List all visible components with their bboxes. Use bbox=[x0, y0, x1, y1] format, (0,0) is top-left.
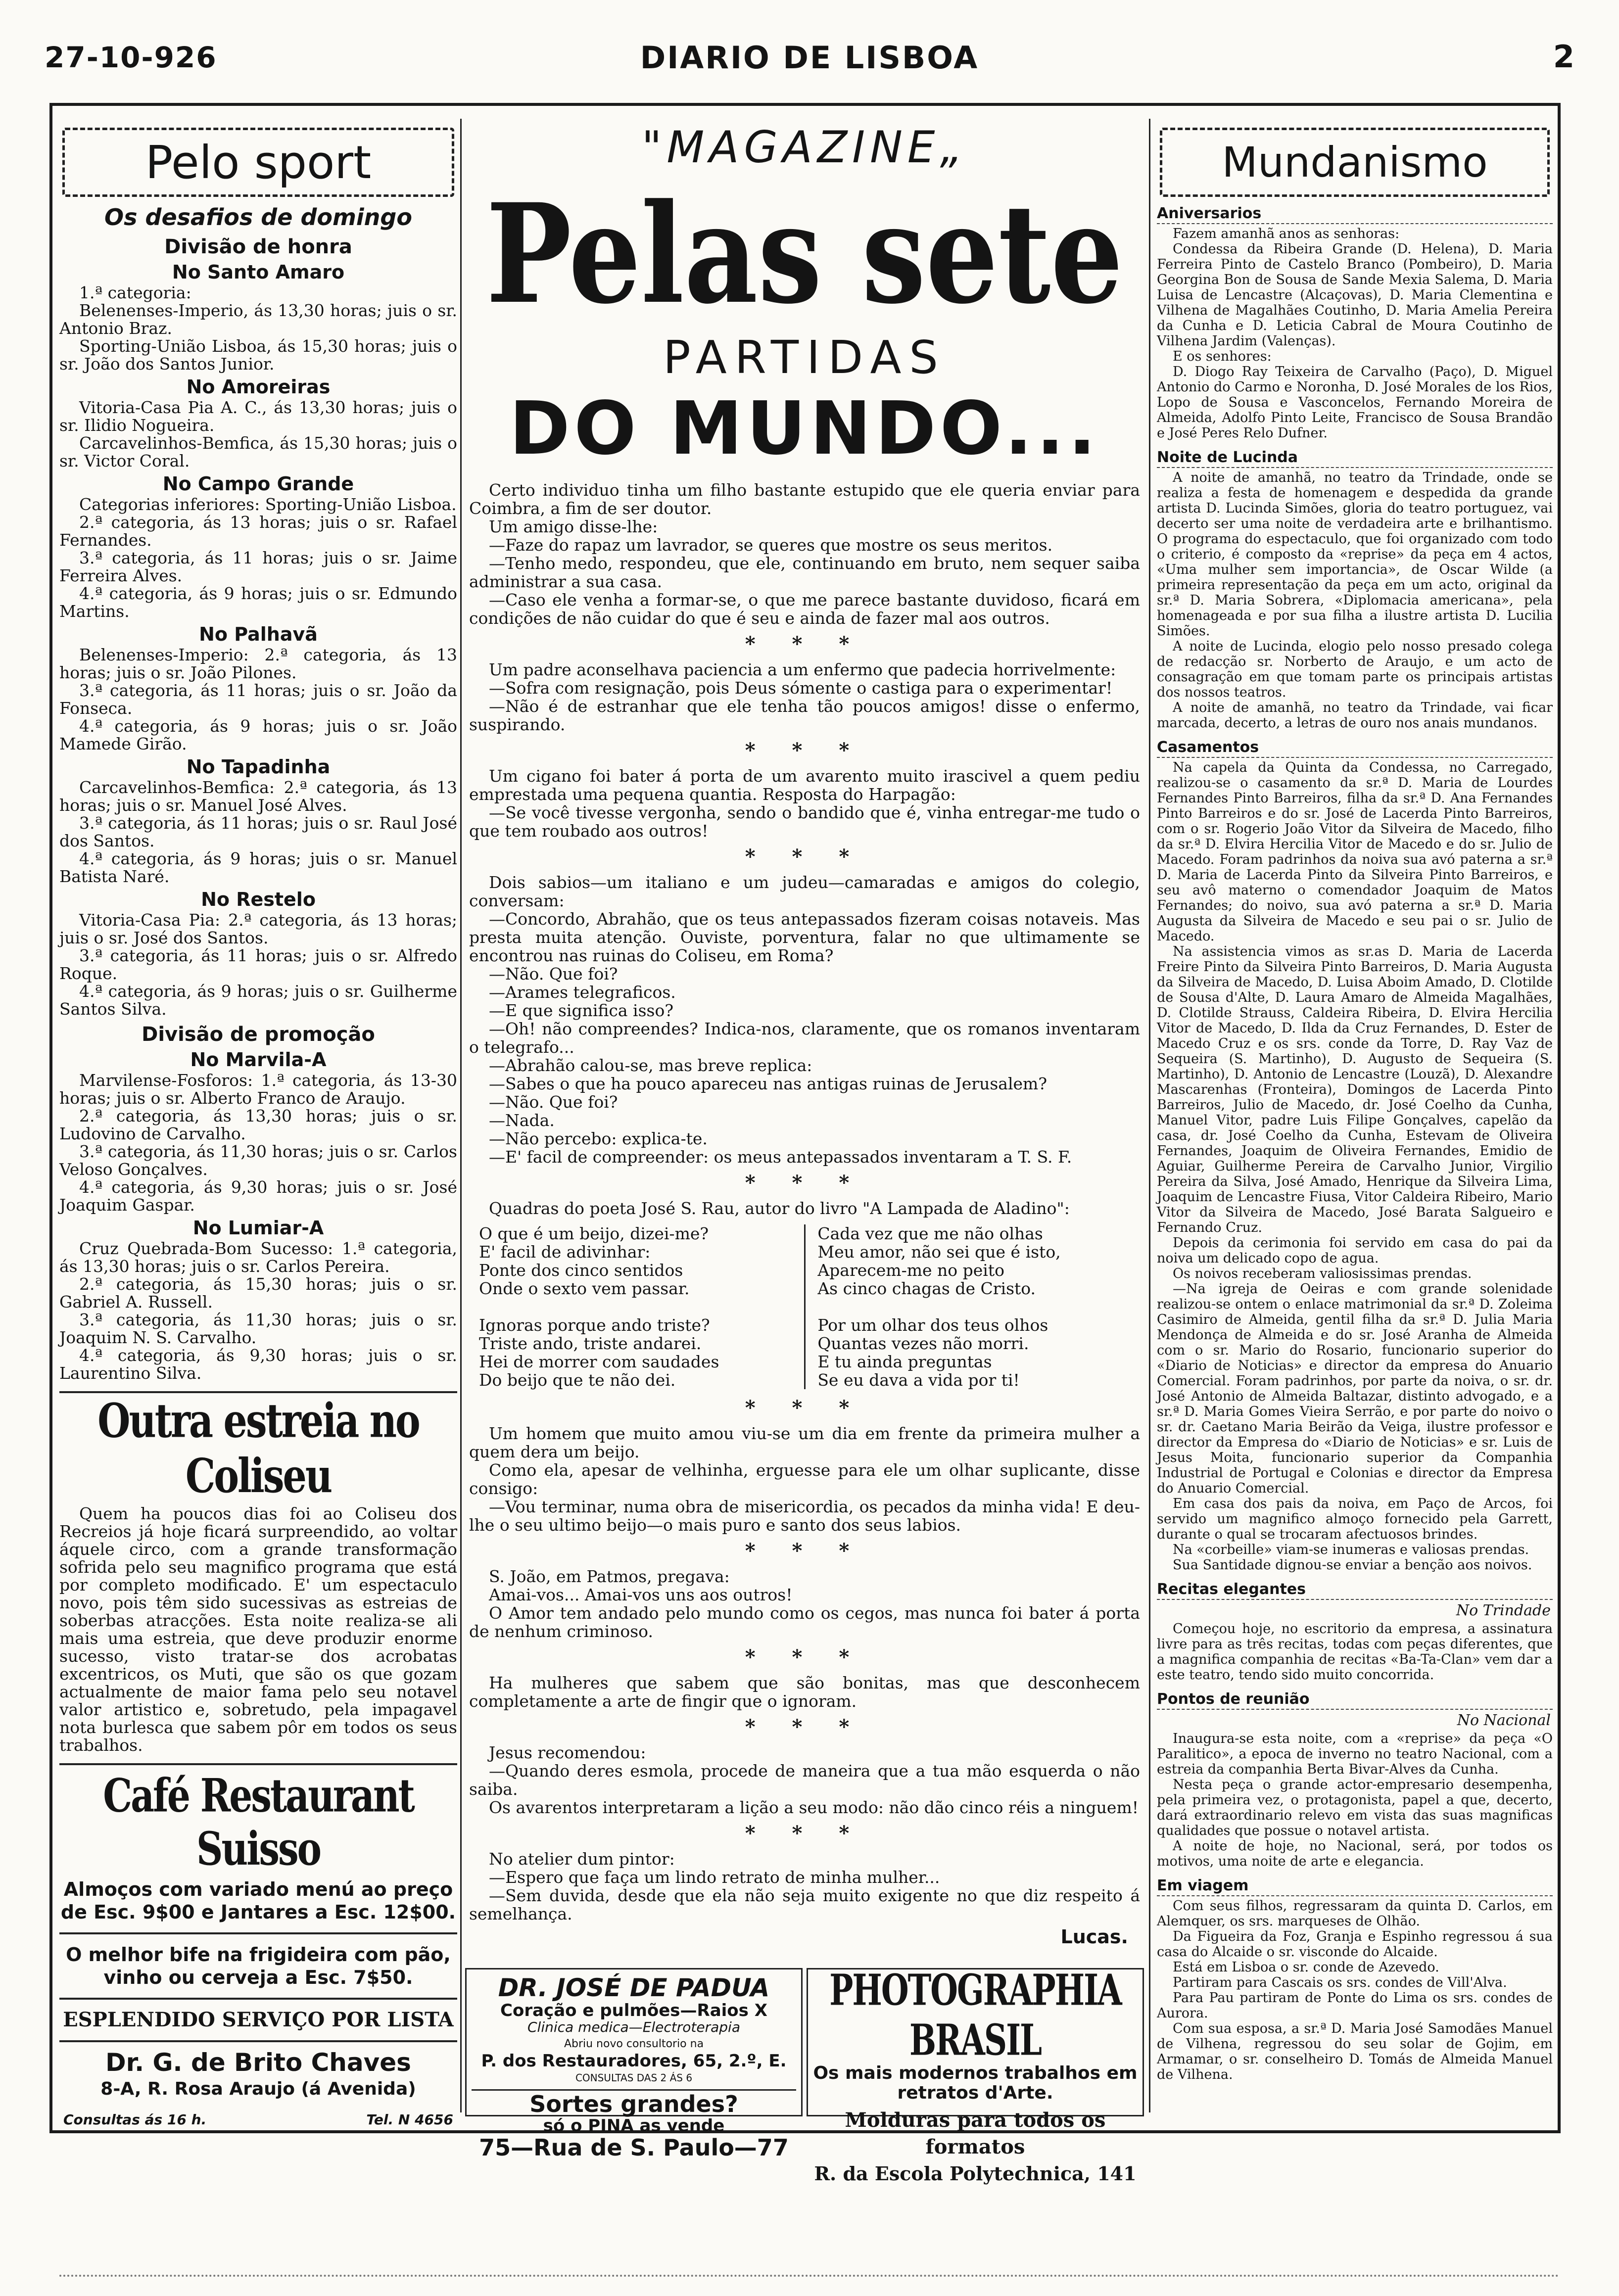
cafe-ad-title: Café Restaurant Suisso bbox=[103, 1769, 414, 1876]
poem-line: Por um olhar dos teus olhos bbox=[817, 1315, 1048, 1335]
section-separator: * * * bbox=[745, 632, 864, 656]
photo-ad-address: R. da Escola Polytechnica, 141 bbox=[814, 2162, 1137, 2185]
anecdote-paragraph: —E' facil de compreender: os meus antepassados inventaram a T. S. F. bbox=[489, 1147, 1072, 1167]
padua-ad-line: Clinica medica—Electroterapia bbox=[527, 2019, 740, 2035]
photo-ad bbox=[807, 1965, 1144, 2185]
poem-line: Se eu dava a vida por ti! bbox=[817, 1370, 1020, 1390]
section-separator: * * * bbox=[745, 1645, 864, 1669]
brito-ad-phone: Tel. N 4656 bbox=[366, 2111, 453, 2128]
poem-line: Ponte dos cinco sentidos bbox=[479, 1261, 683, 1280]
mundanismo-column bbox=[1157, 119, 1553, 2082]
fixture-line: Sporting-União Lisboa, ás 15,30 horas; juis o sr. João dos Santos Junior. bbox=[59, 336, 457, 374]
venue-title: No Amoreiras bbox=[186, 376, 331, 398]
anecdote-paragraph: Jesus recomendou: bbox=[489, 1743, 646, 1762]
section-subtitle: No Trindade bbox=[1456, 1602, 1551, 1619]
fixture-line: 4.ª categoria, ás 9,30 horas; juis o sr. Laurentino Silva. bbox=[59, 1346, 457, 1383]
poems bbox=[479, 1224, 1130, 1389]
poem-line bbox=[479, 1298, 792, 1316]
fixture-line: 3.ª categoria, ás 11 horas; juis o sr. Raul José dos Santos. bbox=[59, 813, 457, 850]
poem-line: As cinco chagas de Cristo. bbox=[817, 1279, 1036, 1298]
section-paragraph: A noite de amanhã, no teatro da Trindade, vai ficar marcada, decerto, a letras de ouro nos anais mundanos. bbox=[1157, 700, 1553, 731]
poem-line: Hei de morrer com saudades bbox=[479, 1352, 719, 1371]
brito-ad-address: 8-A, R. Rosa Araujo (á Avenida) bbox=[100, 2079, 416, 2099]
section-paragraph: Inaugura-se esta noite, com a «reprise» da peça «O Paralitico», a epoca de inverno no teatro Nacional, com a estreia da companhia Berta Bivar-Alves da Cunha. bbox=[1157, 1731, 1553, 1777]
newspaper-title: DIARIO DE LISBOA bbox=[640, 40, 979, 76]
divider bbox=[59, 1998, 457, 2000]
anecdote-paragraph: —Sem duvida, desde que ela não seja muito exigente no que diz respeito á semelhança. bbox=[469, 1886, 1140, 1923]
fixture-line: 3.ª categoria, ás 11 horas; juis o sr. Jaime Ferreira Alves. bbox=[59, 548, 457, 585]
padua-ad-name: DR. JOSÉ DE PADUA bbox=[498, 1973, 770, 2002]
venue-title: No Restelo bbox=[201, 889, 316, 910]
section-paragraph: Os noivos receberam valiosissimas prendas. bbox=[1173, 1266, 1472, 1281]
anecdote-paragraph: Dois sabios—um italiano e um judeu—camaradas e amigos do colegio, conversam: bbox=[469, 873, 1140, 910]
poem-line: Aparecem-me no peito bbox=[817, 1261, 1004, 1280]
ad-row bbox=[465, 1965, 1144, 2185]
section-paragraph: E os senhores: bbox=[1173, 349, 1272, 364]
fixture-line: 4.ª categoria, ás 9 horas; juis o sr. Edmundo Martins. bbox=[59, 584, 457, 621]
section-paragraph: Para Pau partiram de Ponte do Lima os srs. condes de Aurora. bbox=[1157, 1990, 1553, 2021]
fixture-line: 2.ª categoria, ás 13 horas; juis o sr. Rafael Fernandes. bbox=[59, 513, 457, 550]
poem-line bbox=[817, 1298, 1130, 1316]
poem-left bbox=[479, 1224, 792, 1389]
anecdote-paragraph: —Quando deres esmola, procede de maneira que a tua mão esquerda o não saiba. bbox=[469, 1761, 1140, 1799]
section-paragraph: Com sua esposa, a sr.ª D. Maria José Samodães Manuel de Vilhena, regressou do seu solar de Gojim, em Armamar, o sr. conselheiro D. Tomás de Almeida Manuel de Vilhena. bbox=[1157, 2021, 1553, 2082]
anecdote-paragraph: —Não percebo: explica-te. bbox=[489, 1129, 708, 1148]
section-paragraph: Com seus filhos, regressaram da quinta D. Carlos, em Alemquer, os srs. marqueses de Olhão. bbox=[1157, 1898, 1553, 1929]
poem-line: Cada vez que me não olhas bbox=[817, 1224, 1043, 1243]
fixture-line: Vitoria-Casa Pia A. C., ás 13,30 horas; juis o sr. Ilidio Nogueira. bbox=[59, 398, 457, 435]
cafe-ad-steak: O melhor bife na frigideira com pão, vinho ou cerveja a Esc. 7$50. bbox=[66, 1944, 451, 1988]
page-number: 2 bbox=[1553, 39, 1574, 75]
brito-ad-footer bbox=[59, 2105, 457, 2135]
fixture-line: 4.ª categoria, ás 9 horas; juis o sr. Guilherme Santos Silva. bbox=[59, 982, 457, 1019]
anecdote-paragraph: —Vou terminar, numa obra de misericordia, os pecados da minha vida! E deu-lhe o seu ultimo beijo—o mais puro e santo dos seus labios. bbox=[469, 1497, 1140, 1535]
section-separator: * * * bbox=[745, 1396, 864, 1419]
fixture-line: Carcavelinhos-Bemfica, ás 15,30 horas; juis o sr. Victor Coral. bbox=[59, 433, 457, 470]
masthead bbox=[40, 31, 1579, 85]
magazine-column bbox=[465, 119, 1144, 1951]
pina-ad-address: 75—Rua de S. Paulo—77 bbox=[479, 2134, 789, 2161]
section-title: Pontos de reunião bbox=[1157, 1690, 1553, 1710]
fixture-line: Carcavelinhos-Bemfica: 2.ª categoria, ás 13 horas; juis o sr. Manuel José Alves. bbox=[59, 778, 457, 815]
anecdote-paragraph: Certo individuo tinha um filho bastante estupido que ele queria enviar para Coimbra, a fim de ser doutor. bbox=[469, 480, 1140, 518]
section-subtitle: No Nacional bbox=[1457, 1712, 1551, 1729]
divider bbox=[59, 1932, 457, 1934]
venue-title: No Tapadinha bbox=[186, 756, 331, 778]
anecdote-paragraph: —Sabes o que ha pouco apareceu nas antigas ruinas de Jerusalem? bbox=[489, 1074, 1048, 1093]
section-paragraph: Começou hoje, no escritorio da empresa, a assinatura livre para as três recitas, todas com peças diferentes, que a magnifica companhia de recitas «Ba-Ta-Clan» vem dar a este teatro, tendo sido muito concorrida. bbox=[1157, 1621, 1553, 1683]
poem-divider bbox=[804, 1224, 806, 1389]
section-paragraph: —Na igreja de Oeiras e com grande solenidade realizou-se ontem o enlace matrimonial da sr.ª D. Zoleima Casimiro de Almeida, gentil filha da sr.ª D. Julia Maria Mendonça de Almeida e do sr. José Aranha de Almeida com o sr. Mario do Rosario, funcionario superior do «Diario de Noticias» e director da empresa do Anuario Comercial. Foram padrinhos, por parte da noiva, o sr. dr. José Antonio de Almeida Baltazar, distinto advogado, e a sr.ª D. Maria Gomes Vieira Serrão, e por parte do noivo o sr. dr. Caetano Maria Beirão da Veiga, ilustre professor e director da Empresa do «Diario de Noticias» e sr. Luis de Jesus Moita, funcionario superior da Companhia Industrial de Portugal e Colonias e director da Empresa do Anuario Comercial. bbox=[1157, 1281, 1553, 1496]
anecdote-paragraph: —Oh! não compreendes? Indica-nos, claramente, que os romanos inventaram o telegrafo... bbox=[469, 1019, 1140, 1057]
anecdote-paragraph: —Caso ele venha a formar-se, o que me parece bastante duvidoso, ficará em condições de não cuidar do que é seu e ainda de fazer mal aos outros. bbox=[469, 590, 1140, 628]
poem-line: Quantas vezes não morri. bbox=[817, 1334, 1029, 1353]
section-paragraph: Fazem amanhã anos as senhoras: bbox=[1173, 226, 1400, 241]
section-paragraph: Sua Santidade dignou-se enviar a benção aos noivos. bbox=[1173, 1557, 1532, 1573]
section-title: Em viagem bbox=[1157, 1877, 1553, 1896]
fixture-line: 4.ª categoria, ás 9,30 horas; juis o sr. José Joaquim Gaspar. bbox=[59, 1177, 457, 1215]
divider bbox=[59, 2040, 457, 2042]
anecdote-paragraph: Um padre aconselhava paciencia a um enfermo que padecia horrivelmente: bbox=[489, 660, 1116, 679]
section-paragraph: Na capela da Quinta da Condessa, no Carregado, realizou-se o casamento da sr.ª D. Maria de Lourdes Fernandes Pinto Barreiros, filha da sr.ª D. Ana Fernandes Pinto Barreiros e do sr. José de Lacerda Pinto Barreiros, com o sr. Rogerio João Vitor da Silveira de Macedo, filho da sr.ª D. Elvira Hercilia Vitor de Macedo e do sr. Julio de Macedo. Foram padrinhos da noiva sua avó paterna a sr.ª D. Maria de Lacerda Pinto da Silveira Pinto Barreiros, e seu avô materno o comendador Joaquim de Matos Fernandes; do noivo, sua avó paterna a sr.ª D. Maria Augusta da Silveira de Macedo e seu pai o sr. Julio de Macedo. bbox=[1157, 760, 1553, 944]
venue-title: No Palhavã bbox=[199, 623, 318, 645]
anecdote-paragraph: O Amor tem andado pelo mundo como os cegos, mas nunca foi bater á porta de nenhum criminoso. bbox=[469, 1603, 1140, 1641]
photo-ad-line: Os mais modernos trabalhos em retratos d'Arte. bbox=[813, 2063, 1138, 2103]
section-title: Aniversarios bbox=[1157, 205, 1553, 224]
section-paragraph: Nesta peça o grande actor-empresario desempenha, pela primeira vez, o protagonista, papel a que, decerto, dará extraordinario relevo em vista das suas magnificas qualidades que possue o notavel artista. bbox=[1157, 1777, 1553, 1838]
anecdote-paragraph: Ha mulheres que sabem que são bonitas, mas que desconhecem completamente a arte de fingir que o ignoram. bbox=[469, 1673, 1140, 1711]
section-paragraph: Em casa dos pais da noiva, em Paço de Arcos, foi servido um magnifico almoço fornecido pela Garrett, durante o qual se trocaram afectuosos brindes. bbox=[1157, 1496, 1553, 1542]
section-paragraph: Na assistencia vimos as sr.as D. Maria de Lacerda Freire Pinto da Silveira Pinto Barreiros, D. Maria Augusta da Silveira de Macedo, D. Luisa Aboim Amado, D. Clotilde de Sousa d'Alte, D. Laura Amaro de Almeida Magalhães, D. Clotilde Strauss, Caldeira Ribeira, D. Elvira Hercilia Vitor de Macedo, D. Ilda da Cruz Fernandes, D. Ester de Macedo Cruz e os srs. conde da Torre, D. Ray Vaz de Sequeira (S. Martinho), D. Augusto de Sequeira (S. Martinho), D. Antonio de Lencastre (Louzã), D. Alexandre Mascarenhas (Fronteira), Domingos de Lacerda Pinto Barreiros, Julio de Macedo, dr. José Coelho da Cunha, Manuel Vitor, padre Luis Filipe Gonçalves, capelão da casa, dr. José Coelho da Cunha, Estevam de Oliveira Fernandes, Joaquim de Oliveira Fernandes, Emidio de Aguiar, Guilherme Pereira de Carvalho Junior, Virgilio Pereira da Silva, José Amado, Henrique da Silveira Lima, Joaquim de Lencastre Fiusa, Vitor Caldeira Ribeiro, Mario Vitor da Silveira de Macedo, José Barata Salgueiro e Fernando Cruz. bbox=[1157, 944, 1553, 1235]
venue-title: No Lumiar-A bbox=[192, 1217, 324, 1239]
column-divider bbox=[460, 119, 462, 2112]
anecdote-paragraph: —E que significa isso? bbox=[489, 1001, 674, 1020]
section-paragraph: Da Figueira da Foz, Granja e Espinho regressou á sua casa do Alcaide o sr. visconde do Alcaide. bbox=[1157, 1929, 1553, 1960]
anecdote-paragraph: —Concordo, Abrahão, que os teus antepassados fizeram coisas notaveis. Mas presta muita atenção. Ouviste, porventura, falar no que ultimamente se encontrou nas ruinas do Coliseu, em Roma? bbox=[469, 909, 1140, 965]
author-signature: Lucas. bbox=[1060, 1926, 1128, 1948]
section-title: Noite de Lucinda bbox=[1157, 449, 1553, 468]
magazine-subtitle: PARTIDAS bbox=[663, 331, 946, 384]
fixture-line: Belenenses-Imperio: 2.ª categoria, ás 13 horas; juis o sr. João Pilones. bbox=[59, 645, 457, 682]
poem-right bbox=[817, 1224, 1130, 1389]
anecdote-paragraph: Um cigano foi bater á porta de um avarento muito irascivel a quem pediu emprestada uma pequena quantia. Resposta do Harpagão: bbox=[469, 766, 1140, 804]
section-paragraph: D. Diogo Ray Teixeira de Carvalho (Paço), D. Miguel Antonio do Carmo e Noronha, D. José Morales de los Rios, Lopo de Sousa e Vasconcelos, Fernando Moreira de Almeida, Adolfo Pinto Leite, Francisco de Sousa Brandão e José Peres Relo Dufner. bbox=[1157, 364, 1553, 441]
section-paragraph: A noite de Lucinda, elogio pelo nosso presado colega de redacção sr. Norberto de Araujo, e um acto de consagração em que tomam parte os principais artistas dos nossos teatros. bbox=[1157, 639, 1553, 700]
anecdote-paragraph: —Não. Que foi? bbox=[489, 1092, 618, 1112]
section-separator: * * * bbox=[745, 1171, 864, 1194]
anecdote-paragraph: Os avarentos interpretaram a lição a seu modo: não dão cinco réis a ninguem! bbox=[489, 1798, 1139, 1817]
poem-line: E tu ainda preguntas bbox=[817, 1352, 992, 1371]
poem-line: Onde o sexto vem passar. bbox=[479, 1279, 690, 1298]
coliseu-title: Outra estreia no Coliseu bbox=[97, 1393, 419, 1503]
poem-intro: Quadras do poeta José S. Rau, autor do livro "A Lampada de Aladino": bbox=[489, 1199, 1070, 1218]
mundanismo-header: Mundanismo bbox=[1160, 128, 1550, 197]
padua-ad-line: Coração e pulmões—Raios X bbox=[500, 2001, 767, 2020]
padua-ad-line: P. dos Restauradores, 65, 2.º, E. bbox=[481, 2051, 787, 2071]
section-paragraph: A noite de amanhã, no teatro da Trindade, onde se realiza a festa de homenagem e despedida da grande artista D. Lucinda Simões, gloria do teatro portuguez, vai decerto ser uma noite de verdadeira arte e brilhantismo. O programa do espectaculo, que foi organizado com todo o criterio, é composto da «reprise» da peça em 4 actos, «Uma mulher sem importancia», de Oscar Wilde (a primeira representação da peça em um acto, original da sr.ª D. Maria Sobrera, «Diplomacia americana», pela homenageada e por sua filha a ilustre artista D. Lucilia Simões. bbox=[1157, 470, 1553, 639]
photo-ad-name: PHOTOGRAPHIA BRASIL bbox=[829, 1965, 1121, 2066]
anecdote-paragraph: —Arames telegraficos. bbox=[489, 983, 676, 1002]
anecdote-paragraph: Como ela, apesar de velhinha, erguesse para ele um olhar suplicante, disse consigo: bbox=[469, 1460, 1140, 1498]
venue-title: No Marvila-A bbox=[190, 1049, 327, 1071]
section-separator: * * * bbox=[745, 739, 864, 762]
sport-section-title: Os desafios de domingo bbox=[104, 204, 412, 231]
column-divider bbox=[1149, 119, 1150, 2112]
poem-line: E' facil de adivinhar: bbox=[479, 1242, 651, 1262]
anecdote-paragraph: —Faze do rapaz um lavrador, se queres que mostre os seus meritos. bbox=[489, 535, 1053, 555]
fixture-line: Cruz Quebrada-Bom Sucesso: 1.ª categoria, ás 13,30 horas; juis o sr. Carlos Pereira. bbox=[59, 1239, 457, 1276]
pina-ad-headline: Sortes grandes? bbox=[472, 2089, 796, 2117]
section-paragraph: A noite de hoje, no Nacional, será, por todos os motivos, uma noite de arte e elegancia. bbox=[1157, 1838, 1553, 1869]
section-title: Casamentos bbox=[1157, 739, 1553, 758]
section-paragraph: Partiram para Cascais os srs. condes de Vill'Alva. bbox=[1173, 1975, 1507, 1990]
section-title: Recitas elegantes bbox=[1157, 1581, 1553, 1600]
photo-ad-line: Molduras para todos os formatos bbox=[845, 2109, 1106, 2158]
fixture-line: Vitoria-Casa Pia: 2.ª categoria, ás 13 horas; juis o sr. José dos Santos. bbox=[59, 910, 457, 947]
anecdote-paragraph: —Não é de estranhar que ele tenha tão poucos amigos! disse o enfermo, suspirando. bbox=[469, 697, 1140, 734]
fixture-line: Categorias inferiores: Sporting-União Lisboa. bbox=[79, 495, 457, 514]
issue-date: 27-10-926 bbox=[45, 41, 217, 74]
anecdote-paragraph: —Abrahão calou-se, mas breve replica: bbox=[489, 1056, 812, 1075]
divider bbox=[59, 1763, 457, 1765]
brito-ad-name: Dr. G. de Brito Chaves bbox=[105, 2048, 411, 2077]
division-title: Divisão de honra bbox=[164, 235, 352, 258]
padua-ad-line: CONSULTAS DAS 2 ÁS 6 bbox=[575, 2072, 693, 2084]
venue-title: No Campo Grande bbox=[162, 473, 354, 495]
sport-header: Pelo sport bbox=[62, 128, 454, 197]
section-separator: * * * bbox=[745, 1822, 864, 1845]
page-bottom-rule bbox=[59, 2275, 1560, 2279]
anecdote-paragraph: —Espero que faça um lindo retrato de minha mulher... bbox=[489, 1868, 940, 1887]
cafe-ad-service: ESPLENDIDO SERVIÇO POR LISTA bbox=[63, 2008, 454, 2031]
fixture-line: 4.ª categoria, ás 9 horas; juis o sr. Manuel Batista Naré. bbox=[59, 849, 457, 886]
cafe-ad-prices: Almoços com variado menú ao preço de Esc. 9$00 e Jantares a Esc. 12$00. bbox=[60, 1878, 456, 1923]
mundanismo-body bbox=[1157, 205, 1553, 2082]
anecdote-paragraph: Um amigo disse-lhe: bbox=[489, 517, 658, 536]
fixture-line: 3.ª categoria, ás 11,30 horas; juis o sr. Carlos Veloso Gonçalves. bbox=[59, 1142, 457, 1179]
fixture-line: Belenenses-Imperio, ás 13,30 horas; juis o sr. Antonio Braz. bbox=[59, 301, 457, 338]
anecdote-paragraph: —Tenho medo, respondeu, que ele, continuando em bruto, nem sequer saiba administrar a sua casa. bbox=[469, 554, 1140, 591]
division-title: Divisão de promoção bbox=[142, 1023, 375, 1046]
anecdote-paragraph: —Se você tivesse vergonha, sendo o bandido que é, vinha entregar-me tudo o que tem roubado aos outros! bbox=[469, 803, 1140, 841]
fixture-line: 4.ª categoria, ás 9 horas; juis o sr. João Mamede Girão. bbox=[59, 716, 457, 753]
anecdote-paragraph: —Sofra com resignação, pois Deus sómente o castiga para o experimentar! bbox=[489, 678, 1113, 698]
padua-ad bbox=[465, 1968, 803, 2161]
magazine-label: "MAGAZINE„ bbox=[641, 122, 968, 173]
magazine-title: Pelas sete bbox=[486, 174, 1123, 334]
fixture-line: 3.ª categoria, ás 11 horas; juis o sr. João da Fonseca. bbox=[59, 681, 457, 718]
section-paragraph: Na «corbeille» viam-se inumeras e valiosas prendas. bbox=[1173, 1542, 1529, 1557]
anecdote-paragraph: S. João, em Patmos, pregava: bbox=[489, 1567, 730, 1586]
anecdote-paragraph: Amai-vos... Amai-vos uns aos outros! bbox=[489, 1585, 793, 1604]
venue-title: No Santo Amaro bbox=[172, 261, 345, 283]
anecdote-paragraph: —Não. Que foi? bbox=[489, 964, 618, 984]
fixture-line: 1.ª categoria: bbox=[79, 283, 191, 302]
section-paragraph: Condessa da Ribeira Grande (D. Helena), D. Maria Ferreira Pinto de Castelo Branco (Pombeiro), D. Maria Georgina Bon de Sousa de Sande Mexia Salema, D. Maria Luisa de Lencastre (Alcaçovas), D. Maria Clementina e Vilhena de Magalhães Coutinho, D. Maria Amelia Pereira da Cunha e D. Leticia Cabral de Moura Coutinho de Vilhena Jardim (Valenças). bbox=[1157, 241, 1553, 349]
poem-line: Do beijo que te não dei. bbox=[479, 1370, 676, 1390]
poem-line: Triste ando, triste andarei. bbox=[479, 1334, 702, 1353]
sport-column bbox=[59, 119, 457, 2135]
poem-line: Ignoras porque ando triste? bbox=[479, 1315, 710, 1335]
fixture-line: 3.ª categoria, ás 11 horas; juis o sr. Alfredo Roque. bbox=[59, 946, 457, 983]
fixture-line: Marvilense-Fosforos: 1.ª categoria, ás 13-30 horas; juis o sr. Alberto Franco de Araujo. bbox=[59, 1071, 457, 1108]
pina-ad-line: só o PINA as vende bbox=[543, 2116, 725, 2136]
fixture-line: 2.ª categoria, ás 15,30 horas; juis o sr. Gabriel A. Russell. bbox=[59, 1274, 457, 1312]
section-paragraph: Está em Lisboa o sr. conde de Azevedo. bbox=[1173, 1960, 1439, 1975]
section-separator: * * * bbox=[745, 1539, 864, 1562]
poem-line: Meu amor, não sei que é isto, bbox=[817, 1242, 1061, 1262]
padua-ad-line: Abriu novo consultorio na bbox=[564, 2038, 704, 2050]
section-separator: * * * bbox=[745, 1715, 864, 1738]
magazine-subtitle-2: DO MUNDO... bbox=[509, 386, 1100, 471]
poem-line: O que é um beijo, dizei-me? bbox=[479, 1224, 709, 1243]
magazine-body bbox=[465, 481, 1144, 1948]
sport-fixtures bbox=[59, 235, 457, 1382]
fixture-line: 2.ª categoria, ás 13,30 horas; juis o sr. Ludovino de Carvalho. bbox=[59, 1106, 457, 1143]
anecdote-paragraph: No atelier dum pintor: bbox=[489, 1849, 675, 1869]
fixture-line: 3.ª categoria, ás 11,30 horas; juis o sr. Joaquim N. S. Carvalho. bbox=[59, 1310, 457, 1347]
anecdote-paragraph: Um homem que muito amou viu-se um dia em frente da primeira mulher a quem dera um beijo. bbox=[469, 1424, 1140, 1461]
section-separator: * * * bbox=[745, 845, 864, 868]
anecdote-paragraph: —Nada. bbox=[489, 1111, 555, 1130]
brito-ad-hours: Consultas ás 16 h. bbox=[63, 2111, 207, 2128]
coliseu-body: Quem ha poucos dias foi ao Coliseu dos Recreios já hoje ficará surpreendido, ao voltar áquele circo, com a grande transformação sofrida pelo seu magnifico programa que está por completo modificado. E' um espectaculo novo, pois têm sido sucessivas as estreias de soberbas atracções. Esta noite realiza-se ali mais uma estreia, que deve produzir enorme sucesso, visto tratar-se dos acrobatas excentricos, os Muti, que são os que gozam actualmente de maior fama pelo seu notavel valor artistico e, sobretudo, pela impagavel nota burlesca que sabem pôr em todos os seus trabalhos. bbox=[59, 1504, 457, 1755]
section-paragraph: Depois da cerimonia foi servido em casa do pai da noiva um delicado copo de agua. bbox=[1157, 1235, 1553, 1266]
